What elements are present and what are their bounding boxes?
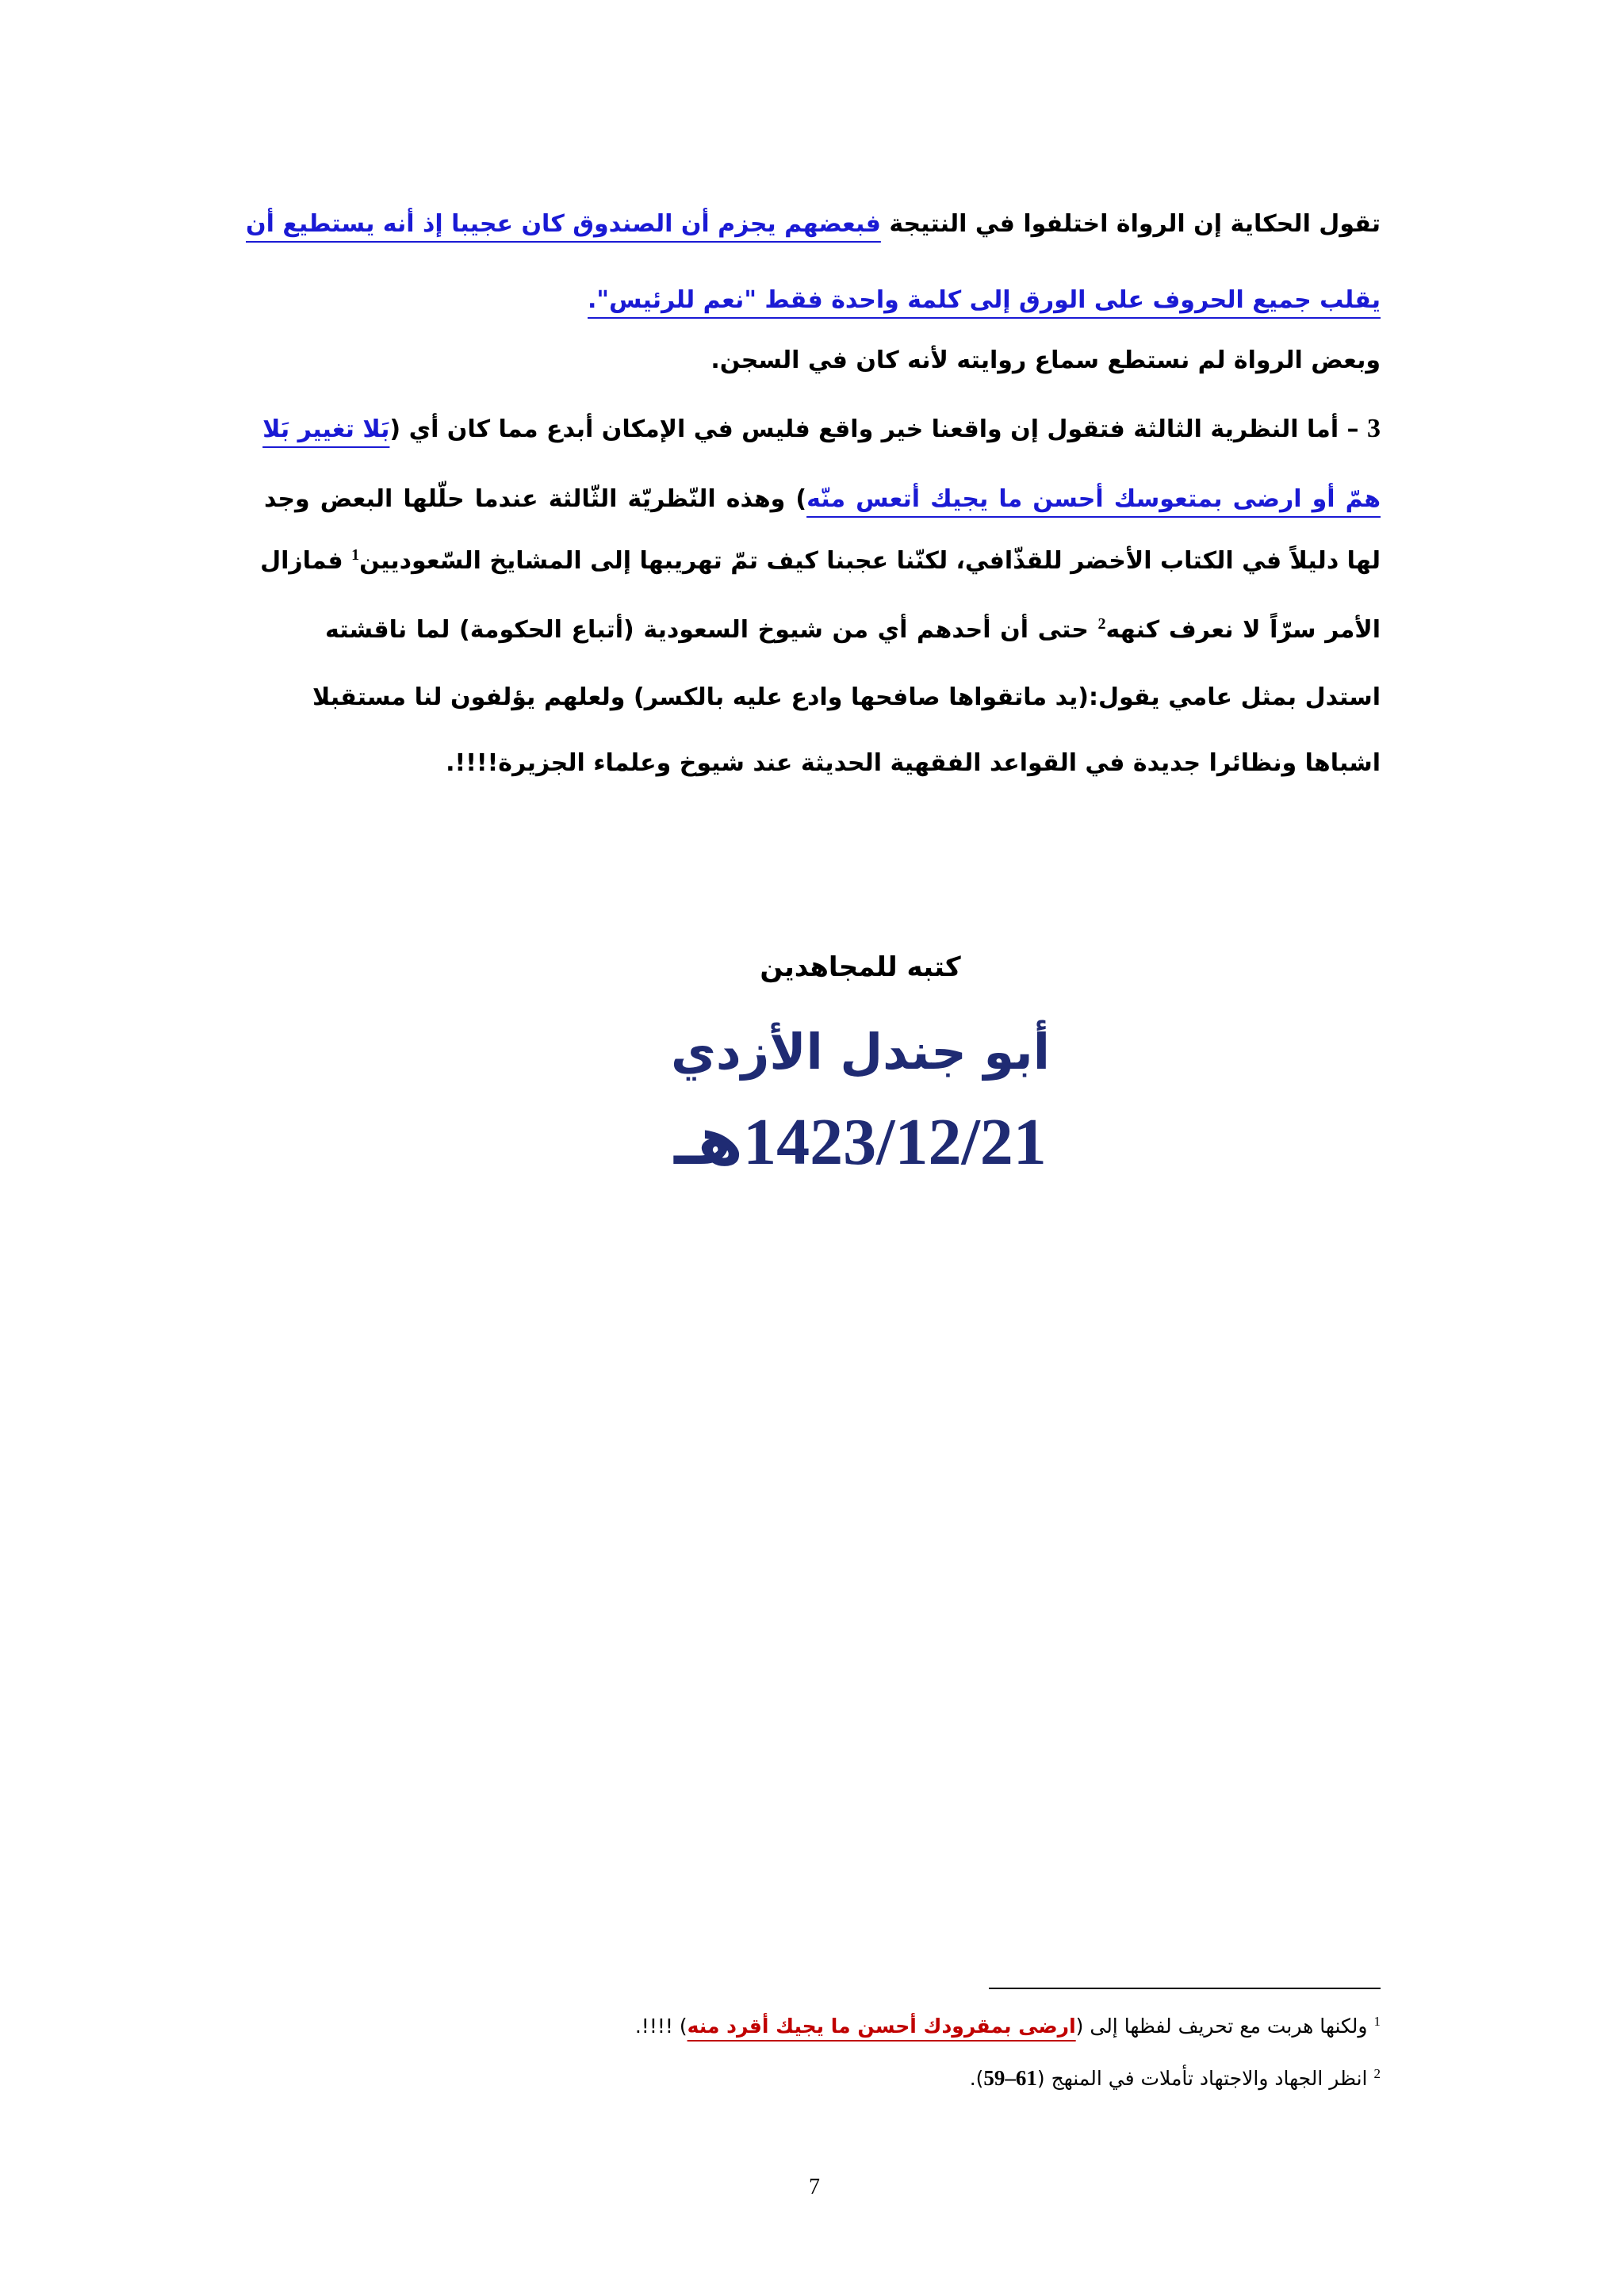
body-line-1-text: تقول الحكاية إن الرواة اختلفوا في النتيجة <box>880 210 1381 238</box>
footnote-reference-1: 1 <box>351 546 360 564</box>
body-line-9 <box>246 729 1381 798</box>
body-line-7 <box>325 596 1381 664</box>
body-line-1 <box>246 190 1381 258</box>
footnote-1-marker: 1 <box>1373 2013 1381 2029</box>
footnote-1-text: ولكنها هربت مع تحريف لفظها إلى ( <box>1075 2015 1368 2038</box>
body-line-8-text: استدل بمثل عامي يقول:(يد ماتقواها صافحها وادع عليه بالكسر) ولعلهم يؤلفون لنا مستقبلا <box>312 683 1381 711</box>
body-line-4-underlined-quote: بَلا تغيير بَلا <box>262 415 390 443</box>
body-line-4-text: – أما النظرية الثالثة فتقول إن واقعنا خير واقع فليس في الإمكان أبدع مما كان أي ( <box>389 415 1367 443</box>
hijri-date: 1423/12/21هـ <box>674 1105 1047 1179</box>
footnote-2-text: انظر الجهاد والاجتهاد تأملات في المنهج ( <box>1036 2067 1368 2090</box>
body-line-5-text: ) وهذه النّظريّة الثّالثة عندما حلّلها البعض وجد <box>264 485 807 513</box>
page-number: 7 <box>809 2175 820 2199</box>
body-line-7-text-end: حتى أن أحدهم أي من شيوخ السعودية (أتباع الحكومة) لما ناقشته <box>325 616 1098 644</box>
footnote-reference-2: 2 <box>1097 615 1106 633</box>
body-line-4 <box>264 395 1381 463</box>
body-line-6-text-end: فمازال <box>260 547 352 575</box>
body-line-2 <box>246 266 1381 335</box>
body-line-8 <box>312 664 1381 732</box>
body-line-1-underlined-quote: فبعضهم يجزم أن الصندوق كان عجيبا إذ أنه يستطيع أن <box>246 210 881 238</box>
body-line-5 <box>264 465 1381 534</box>
body-line-3-text: وبعض الرواة لم نستطع سماع روايته لأنه كان في السجن. <box>710 346 1381 374</box>
body-line-6-text: لها دليلاً في الكتاب الأخضر للقذّافي، لكنّنا عجبنا كيف تمّ تهريبها إلى المشايخ السّعوديين <box>359 547 1381 575</box>
footnote-2-text-end: ). <box>969 2067 984 2090</box>
body-line-9-text: اشباها ونظائرا جديدة في القواعد الفقهية الحديثة عند شيوخ وعلماء الجزيرة!!!!. <box>446 749 1381 777</box>
footnote-1-underlined-quote: ارضى بمقرودك أحسن ما يجيك أقرد منه <box>687 2015 1076 2038</box>
footnote-1-text-end: ) !!!!. <box>634 2015 688 2038</box>
body-line-6 <box>260 527 1381 595</box>
signature-intro: كتبه للمجاهدين <box>760 951 961 983</box>
footnote-2-page-range: 59–61 <box>983 2066 1037 2090</box>
author-name: أبو جندل الأزدي <box>671 1023 1050 1081</box>
section-number: 3 <box>1367 414 1381 443</box>
footnote-2 <box>350 2062 1381 2094</box>
footnote-2-marker: 2 <box>1373 2065 1381 2081</box>
body-line-7-text: الأمر سرّاً لا نعرف كنهه <box>1105 616 1381 644</box>
body-line-2-underlined-quote: يقلب جميع الحروف على الورق إلى كلمة واحدة فقط "نعم للرئيس". <box>588 286 1381 314</box>
footnote-1 <box>350 2011 1381 2042</box>
footnote-separator <box>989 1988 1381 1989</box>
body-line-5-underlined-quote: همّ أو ارضى بمتعوسك أحسن ما يجيك أتعس منّه <box>806 485 1381 513</box>
body-line-3 <box>246 327 1381 395</box>
